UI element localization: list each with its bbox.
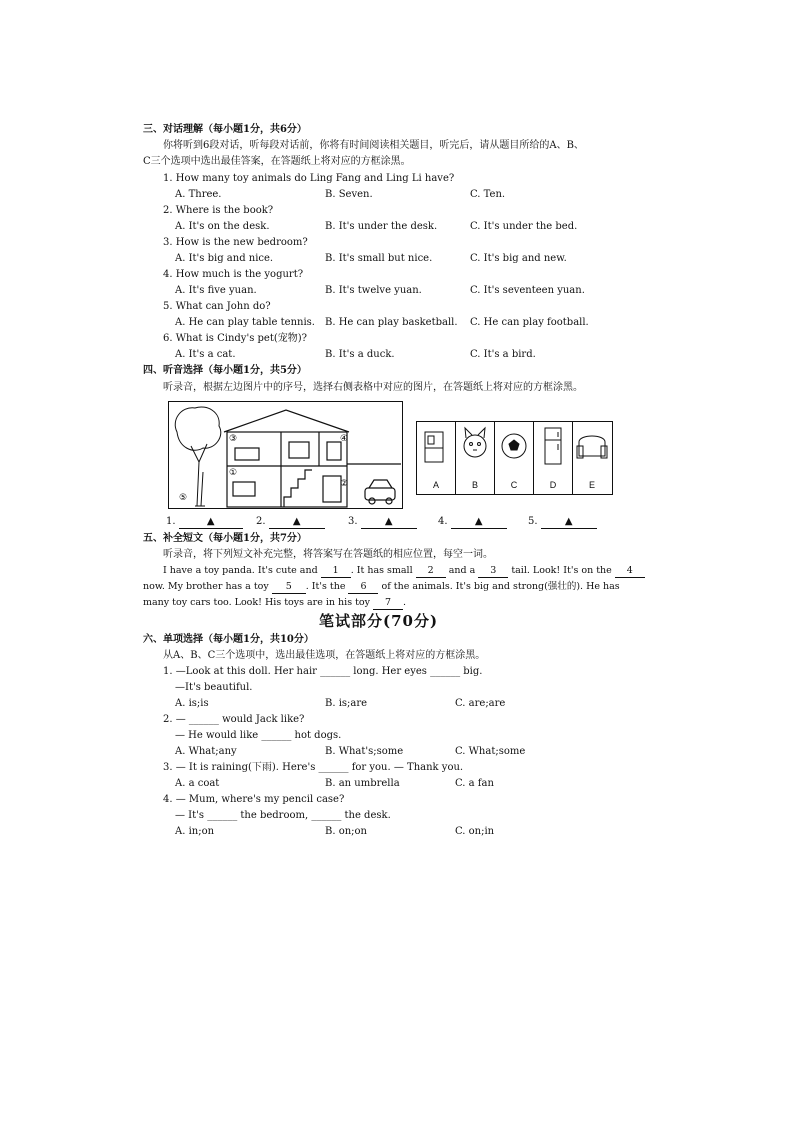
option-a: A. in;on [175,826,215,837]
option-c: C. It's big and new. [470,253,567,264]
option-label-e: E [588,480,595,490]
option-c: C. What;some [455,746,526,757]
blank-2: 2 [416,564,446,578]
option-b: B. Seven. [325,189,373,200]
blank-6: 6 [348,580,378,594]
option-cell-c [495,422,534,494]
question-4: 4. How much is the yogurt? [163,269,304,280]
cat-icon [456,422,494,472]
option-label-d: D [549,480,557,490]
option-c: C. It's seventeen yuan. [470,285,585,296]
option-a: A. He can play table tennis. [175,317,315,328]
section5-instruction: 听录音，将下列短文补充完整，将答案写在答题纸的相应位置，每空一词。 [163,549,493,560]
house-illustration [169,402,402,508]
option-b: B. What's;some [325,746,404,757]
passage-line-2: now. My brother has a toy 5 . It's the 6 of the animals. It's big and strong(强壮的). He has [143,581,620,592]
options-table [416,421,613,495]
option-c: C. It's under the bed. [470,221,578,232]
section6-instruction: 从A、B、C三个选项中，选出最佳选项，在答题纸上将对应的方框涂黑。 [163,650,486,661]
section4-instruction: 听录音，根据左边图片中的序号，选择右侧表格中对应的图片，在答题纸上将对应的方框涂黑。 [163,382,583,393]
answer-2: 2. ▲ [256,515,325,529]
mc-question-4-reply: — It's ______ the bedroom, ______ the desk. [175,810,391,821]
option-a: A. What;any [175,746,237,757]
section3-heading: 三、对话理解（每小题1分，共6分） [143,124,307,135]
house-picture [168,401,403,509]
option-label-c: C [510,480,518,490]
blank-7: 7 [373,596,403,610]
option-a: A. It's five yuan. [175,285,257,296]
option-c: C. He can play football. [470,317,589,328]
option-c: C. Ten. [470,189,506,200]
question-1: 1. How many toy animals do Ling Fang and Ling Li have? [163,173,455,184]
section4-heading: 四、听音选择（每小题1分，共5分） [143,365,307,376]
option-b: B. It's twelve yuan. [325,285,422,296]
mc-question-3: 3. — It is raining(下雨). Here's ______ for you. — Thank you. [163,762,464,773]
fridge-icon [534,422,572,472]
tree-icon [175,407,221,506]
mc-question-1: 1. —Look at this doll. Her hair ______ long. Her eyes ______ big. [163,666,483,677]
option-cell-d [534,422,573,494]
house-number-4: ④ [340,434,349,444]
passage-line-1: I have a toy panda. It's cute and 1 . It has small 2 and a 3 tail. Look! It's on the 4 [163,564,645,578]
section6-heading: 六、单项选择（每小题1分，共10分） [143,634,314,645]
option-a: A. is;is [175,698,209,709]
fridge-room-icon [417,422,455,472]
option-a: A. It's on the desk. [175,221,270,232]
option-cell-b [456,422,495,494]
option-c: C. a fan [455,778,494,789]
option-label-a: A [432,480,439,490]
mc-question-1-reply: —It's beautiful. [175,682,253,693]
section3-instruction: C三个选项中选出最佳答案，在答题纸上将对应的方框涂黑。 [143,156,411,167]
answer-5: 5. ▲ [528,515,597,529]
option-a: A. It's big and nice. [175,253,274,264]
option-label-b: B [471,480,478,490]
option-b: B. is;are [325,698,368,709]
answer-3: 3. ▲ [348,515,417,529]
blank-5: 5 [272,580,306,594]
passage-line-3: many toy cars too. Look! His toys are in his toy 7 . [143,597,407,608]
football-icon [495,422,533,472]
option-cell-e [573,422,611,494]
blank-1: 1 [321,564,351,578]
question-2: 2. Where is the book? [163,205,274,216]
house-number-1: ① [229,468,238,478]
option-a: A. a coat [175,778,220,789]
option-b: B. It's small but nice. [325,253,433,264]
option-b: B. He can play basketball. [325,317,458,328]
section3-instruction: 你将听到6段对话，听每段对话前，你将有时间阅读相关题目，听完后，请从题目所给的A、B、 [163,140,584,151]
question-3: 3. How is the new bedroom? [163,237,308,248]
blank-3: 3 [478,564,508,578]
option-b: B. It's under the desk. [325,221,438,232]
house-number-3: ③ [229,434,238,444]
sofa-icon [573,422,611,472]
mc-question-2: 2. — ______ would Jack like? [163,714,305,725]
written-part-title: 笔试部分(70分) [319,612,439,630]
house-number-5: ⑤ [179,493,188,503]
answer-4: 4. ▲ [438,515,507,529]
option-a: A. It's a cat. [175,349,236,360]
question-6: 6. What is Cindy's pet(宠物)? [163,333,308,344]
option-b: B. an umbrella [325,778,400,789]
answer-1: 1. ▲ [166,515,243,529]
option-b: B. It's a duck. [325,349,395,360]
option-c: C. on;in [455,826,495,837]
mc-question-2-reply: — He would like ______ hot dogs. [175,730,342,741]
blank-4: 4 [615,564,645,578]
question-5: 5. What can John do? [163,301,271,312]
option-b: B. on;on [325,826,367,837]
option-c: C. It's a bird. [470,349,536,360]
mc-question-4: 4. — Mum, where's my pencil case? [163,794,345,805]
section5-heading: 五、补全短文（每小题1分，共7分） [143,533,307,544]
option-c: C. are;are [455,698,506,709]
option-cell-a [417,422,456,494]
option-a: A. Three. [175,189,222,200]
house-number-2: ② [340,479,349,489]
